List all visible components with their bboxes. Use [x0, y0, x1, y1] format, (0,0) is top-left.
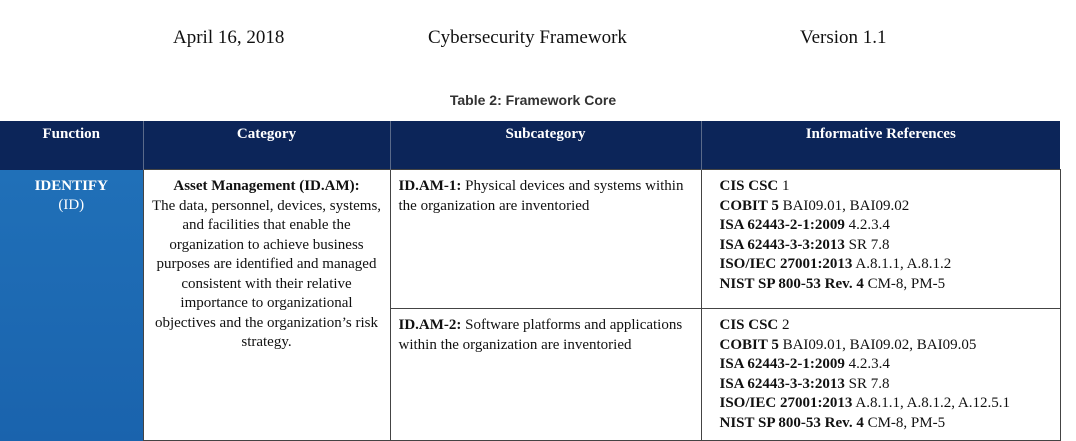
table-caption: Table 2: Framework Core	[449, 92, 617, 108]
col-subcategory: Subcategory	[390, 121, 701, 170]
reference: COBIT 5 BAI09.01, BAI09.02	[719, 197, 910, 214]
header-version: Version 1.1	[800, 27, 887, 48]
function-cell	[0, 170, 143, 441]
category-name: Asset Management (ID.AM):	[173, 178, 360, 194]
function-code: (ID)	[58, 197, 85, 213]
references-cell	[701, 170, 1060, 309]
subcategory-id: ID.AM-1:	[398, 178, 462, 194]
reference: NIST SP 800-53 Rev. 4 CM-8, PM-5	[719, 414, 946, 431]
subcategory-text: Software platforms and applications within the organization are inventoried	[398, 317, 683, 353]
reference: ISA 62443-3-3:2013 SR 7.8	[719, 375, 890, 392]
subcategory-text: Physical devices and systems within the organization are inventoried	[398, 178, 684, 214]
reference: ISA 62443-2-1:2009 4.2.3.4	[719, 217, 890, 233]
function-name: IDENTIFY	[34, 177, 108, 194]
references-cell	[701, 309, 1060, 441]
subcategory-cell	[390, 170, 701, 309]
header-date: April 16, 2018	[173, 27, 285, 48]
subcategory-cell	[390, 309, 701, 441]
reference: ISO/IEC 27001:2013 A.8.1.1, A.8.1.2	[719, 256, 952, 272]
header-title: Cybersecurity Framework	[428, 27, 627, 48]
reference: ISA 62443-2-1:2009 4.2.3.4	[719, 356, 890, 372]
reference: COBIT 5 BAI09.01, BAI09.02, BAI09.05	[719, 336, 977, 353]
reference: CIS CSC 2	[719, 317, 790, 333]
reference: CIS CSC 1	[719, 178, 790, 194]
table-header-row	[0, 121, 1060, 170]
reference: ISA 62443-3-3:2013 SR 7.8	[719, 236, 890, 253]
framework-core-table	[0, 121, 1061, 441]
col-function: Function	[0, 121, 143, 170]
reference: NIST SP 800-53 Rev. 4 CM-8, PM-5	[719, 275, 946, 292]
subcategory-id: ID.AM-2:	[398, 317, 462, 333]
category-description: The data, personnel, devices, systems, and facilities that enable the organization to achieve business purposes are identified and managed consistent with their relative importance to organizational objectives and the organization’s risk strategy.	[151, 197, 382, 350]
category-cell	[143, 170, 390, 441]
col-category: Category	[143, 121, 390, 170]
col-references: Informative References	[701, 121, 1060, 170]
reference: ISO/IEC 27001:2013 A.8.1.1, A.8.1.2, A.12.5.1	[719, 395, 1010, 411]
table-row	[0, 170, 1060, 309]
